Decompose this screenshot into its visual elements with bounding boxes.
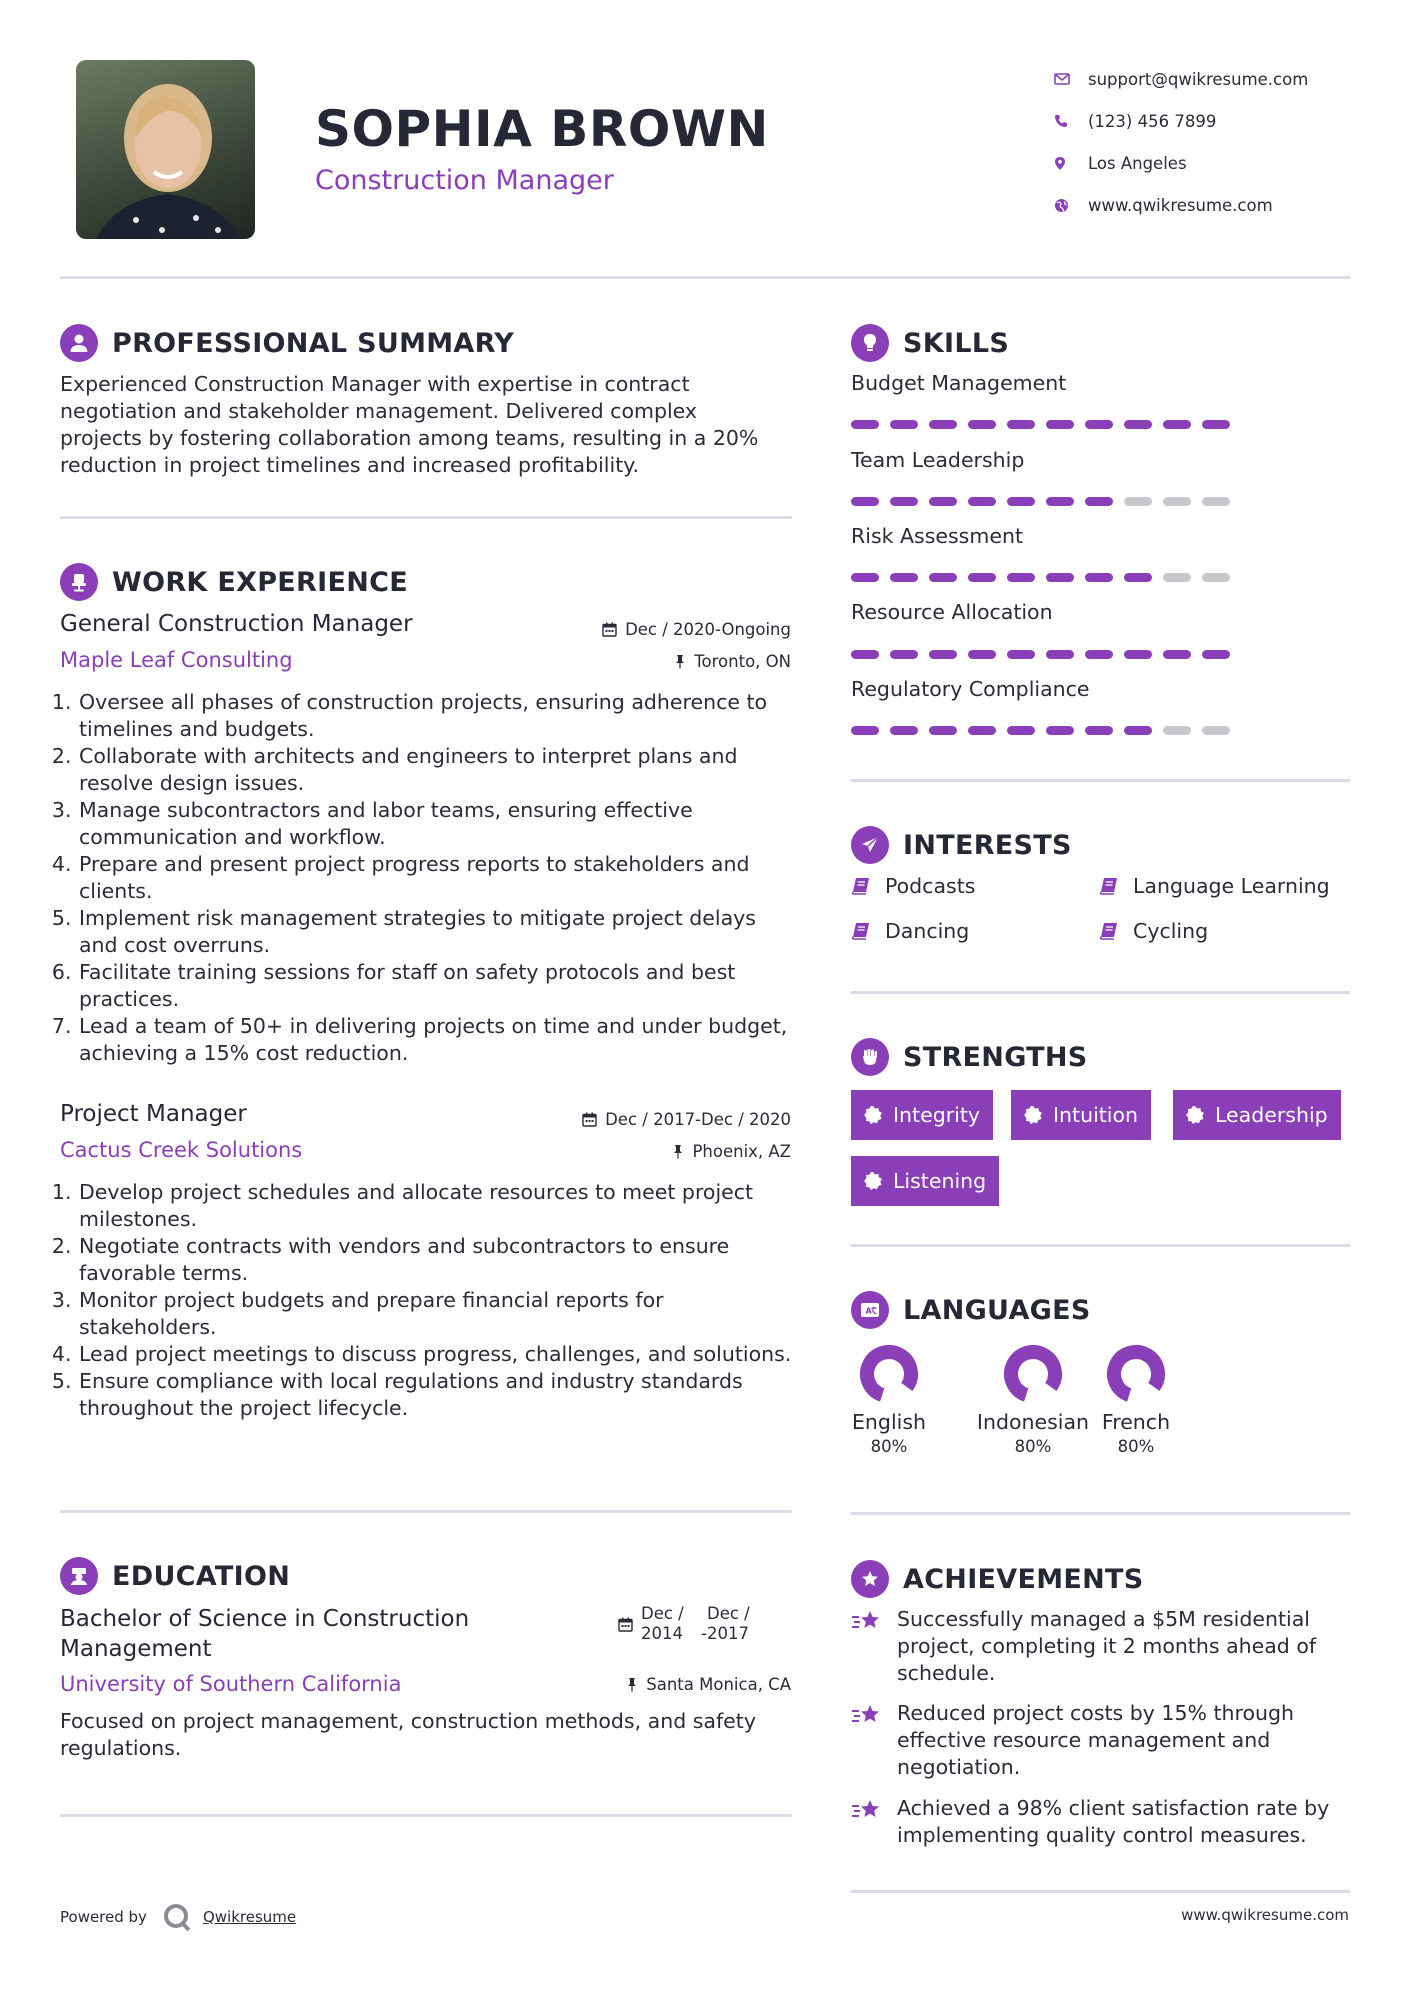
- skill-dot: [890, 497, 918, 506]
- footer-url[interactable]: www.qwikresume.com: [1181, 1906, 1349, 1924]
- summary-text: [60, 371, 800, 479]
- skill-dot: [1124, 573, 1152, 582]
- contact-list: [1050, 58, 1308, 226]
- language-percent: 80%: [870, 1437, 908, 1456]
- list-item: 1. Develop project schedules and allocate resources to meet project milestones.: [78, 1179, 798, 1233]
- summary-title: PROFESSIONAL SUMMARY: [112, 327, 515, 359]
- strength-tag: [851, 1090, 993, 1140]
- portrait-photo: [76, 60, 255, 239]
- skill-name: Resource Allocation: [851, 600, 1053, 624]
- language-name: English: [851, 1410, 927, 1434]
- achievement-line: project, completing it 2 months ahead of: [897, 1634, 1317, 1658]
- degree-line: Bachelor of Science in Construction: [60, 1606, 470, 1632]
- skill-dot: [1085, 650, 1113, 659]
- skill-level: [851, 726, 1241, 735]
- achievement-item: [851, 1700, 1337, 1781]
- candidate-title: Construction Manager: [315, 165, 614, 196]
- list-item: 2. Negotiate contracts with vendors and subcontractors to ensure favorable terms.: [78, 1233, 798, 1287]
- job-location: [674, 652, 791, 671]
- pushpin-icon: [626, 1677, 638, 1692]
- skill-dot: [851, 650, 879, 659]
- skill-dot: [1202, 573, 1230, 582]
- job-duties: [58, 1179, 798, 1422]
- education-divider: [60, 1814, 792, 1817]
- list-item: 1. Oversee all phases of construction projects, ensuring adherence to timelines and budgets.: [78, 689, 798, 743]
- skill-level: [851, 573, 1241, 582]
- skill-dot: [929, 420, 957, 429]
- translate-icon: [851, 1291, 889, 1329]
- skill-dot: [1124, 726, 1152, 735]
- summary-line: reduction in project timelines and increased profitability.: [60, 453, 639, 477]
- degree-line: Management: [60, 1636, 212, 1662]
- badge-icon: [863, 1171, 883, 1191]
- achievement-item: [851, 1795, 1337, 1849]
- job-dates-text: Dec / 2020-Ongoing: [625, 620, 791, 639]
- experience-divider: [60, 1510, 792, 1513]
- interests-heading: [851, 826, 1072, 864]
- achievement-line: Achieved a 98% client satisfaction rate by: [897, 1796, 1330, 1820]
- skill-dot: [929, 497, 957, 506]
- skill-dot: [1202, 497, 1230, 506]
- contact-location: [1050, 142, 1308, 184]
- job-company: Cactus Creek Solutions: [60, 1138, 303, 1162]
- list-item: 4. Lead project meetings to discuss progress, challenges, and solutions.: [78, 1341, 798, 1368]
- skill-dot: [1163, 420, 1191, 429]
- languages-title: LANGUAGES: [903, 1294, 1091, 1326]
- skill-dot: [1085, 497, 1113, 506]
- skill-dot: [890, 650, 918, 659]
- location-pin-icon: [1054, 156, 1066, 171]
- skill-level: [851, 420, 1241, 429]
- strength-label: Integrity: [893, 1103, 980, 1127]
- interest-item: [1099, 919, 1208, 943]
- interest-item: [1099, 874, 1330, 898]
- summary-line: negotiation and stakeholder management. Delivered complex: [60, 399, 698, 423]
- language-percent: 80%: [1117, 1437, 1155, 1456]
- skill-dot: [1202, 420, 1230, 429]
- skill-dot: [1163, 726, 1191, 735]
- qwikresume-logo-icon: [161, 1902, 195, 1932]
- end-month: Dec /: [707, 1604, 750, 1623]
- skill-dot: [1163, 650, 1191, 659]
- strength-tag: [1173, 1090, 1341, 1140]
- book-icon: [1099, 922, 1119, 940]
- user-icon: [60, 324, 98, 362]
- contact-email[interactable]: [1050, 58, 1308, 100]
- contact-email-text: support@qwikresume.com: [1088, 69, 1309, 89]
- achievement-line: schedule.: [897, 1661, 996, 1685]
- language-ring-arc: [1011, 1352, 1055, 1395]
- skill-dot: [1007, 573, 1035, 582]
- language-ring: [1106, 1344, 1166, 1404]
- skill-dot: [1124, 420, 1152, 429]
- skill-dot: [1007, 497, 1035, 506]
- strengths-divider: [851, 1244, 1350, 1247]
- skill-dot: [1085, 726, 1113, 735]
- job-title: Project Manager: [60, 1101, 247, 1127]
- profile-photo: [76, 60, 255, 239]
- language-ring: [859, 1344, 919, 1404]
- languages-divider: [851, 1512, 1350, 1515]
- summary-line: projects by fostering collaboration among teams, resulting in a 20%: [60, 426, 759, 450]
- education-location: [626, 1675, 791, 1694]
- skill-name: Team Leadership: [851, 448, 1025, 472]
- list-item: 3. Monitor project budgets and prepare financial reports for stakeholders.: [78, 1287, 798, 1341]
- candidate-name: SOPHIA BROWN: [315, 100, 769, 158]
- skill-dot: [968, 497, 996, 506]
- language-item: [851, 1344, 927, 1456]
- strengths-heading: [851, 1038, 1088, 1076]
- phone-icon: [1054, 114, 1068, 128]
- graduate-icon: [60, 1557, 98, 1595]
- degree-title: [60, 1604, 469, 1664]
- list-item: 6. Facilitate training sessions for staff on safety protocols and best practices.: [78, 959, 798, 1013]
- list-item: 4. Prepare and present project progress reports to stakeholders and clients.: [78, 851, 798, 905]
- header-divider: [60, 276, 1350, 279]
- interest-item: [851, 874, 975, 898]
- language-name: Indonesian: [976, 1410, 1090, 1434]
- list-item: 3. Manage subcontractors and labor teams, ensuring effective communication and workflow.: [78, 797, 798, 851]
- achievement-line: effective resource management and: [897, 1728, 1271, 1752]
- language-ring-arc: [867, 1352, 911, 1395]
- language-name: French: [1101, 1410, 1171, 1434]
- list-item: 5. Implement risk management strategies to mitigate project delays and cost overruns.: [78, 905, 798, 959]
- svg-text:A: A: [865, 1306, 872, 1316]
- skill-dot: [1007, 650, 1035, 659]
- education-location-text: Santa Monica, CA: [646, 1675, 791, 1694]
- skill-name: Budget Management: [851, 371, 1067, 395]
- skill-dot: [1163, 497, 1191, 506]
- skill-dot: [1007, 726, 1035, 735]
- education-dates: [618, 1604, 753, 1644]
- envelope-icon: [1054, 73, 1070, 85]
- pushpin-icon: [674, 654, 686, 669]
- shooting-star-icon: [851, 1702, 883, 1728]
- star-badge-icon: [851, 1560, 889, 1598]
- job-location-text: Phoenix, AZ: [692, 1142, 791, 1161]
- qwikresume-link[interactable]: Qwikresume: [202, 1908, 297, 1926]
- shooting-star-icon: [851, 1797, 883, 1823]
- education-line: regulations.: [60, 1736, 182, 1760]
- achievements-title: ACHIEVEMENTS: [903, 1563, 1144, 1595]
- contact-phone-text: (123) 456 7899: [1088, 111, 1217, 131]
- languages-heading: [851, 1291, 1091, 1329]
- shooting-star-icon: [851, 1608, 883, 1634]
- skills-heading: [851, 324, 1009, 362]
- end-year: 2017: [706, 1624, 749, 1643]
- skill-name: Risk Assessment: [851, 524, 1023, 548]
- job-dates: [582, 1110, 791, 1129]
- skill-dot: [851, 420, 879, 429]
- job-dates: [602, 620, 791, 639]
- skill-dot: [890, 420, 918, 429]
- badge-icon: [863, 1105, 883, 1125]
- achievement-line: negotiation.: [897, 1755, 1021, 1779]
- job-location-text: Toronto, ON: [694, 652, 791, 671]
- skill-dot: [1202, 650, 1230, 659]
- skill-dot: [1046, 650, 1074, 659]
- job-duties: [58, 689, 798, 1067]
- list-item: 2. Collaborate with architects and engineers to interpret plans and resolve design issues.: [78, 743, 798, 797]
- calendar-icon: [602, 622, 617, 637]
- skill-dot: [1085, 573, 1113, 582]
- contact-website-text: www.qwikresume.com: [1088, 195, 1273, 215]
- skill-level: [851, 497, 1241, 506]
- skill-dot: [1046, 726, 1074, 735]
- skill-dot: [929, 650, 957, 659]
- achievement-line: implementing quality control measures.: [897, 1823, 1307, 1847]
- briefcase-chair-icon: [60, 563, 98, 601]
- footer-powered-by: [60, 1902, 296, 1932]
- summary-divider: [60, 516, 792, 519]
- skill-dot: [968, 573, 996, 582]
- strength-tag: [1011, 1090, 1151, 1140]
- education-heading: [60, 1557, 290, 1595]
- language-percent: 80%: [1014, 1437, 1052, 1456]
- skill-dot: [851, 726, 879, 735]
- book-icon: [1099, 877, 1119, 895]
- pushpin-icon: [672, 1144, 684, 1159]
- fist-icon: [851, 1038, 889, 1076]
- skill-dot: [890, 573, 918, 582]
- interest-label: Podcasts: [885, 874, 976, 898]
- badge-icon: [1185, 1105, 1205, 1125]
- education-description: [60, 1708, 800, 1762]
- skill-dot: [929, 573, 957, 582]
- skill-dot: [1085, 420, 1113, 429]
- skill-level: [851, 650, 1241, 659]
- achievements-divider: [851, 1890, 1350, 1893]
- calendar-icon: [582, 1112, 597, 1127]
- skill-dot: [851, 573, 879, 582]
- strength-label: Listening: [893, 1169, 987, 1193]
- globe-icon: [1054, 198, 1069, 213]
- strength-tag: [851, 1156, 999, 1206]
- achievements-heading: [851, 1560, 1144, 1598]
- skill-dot: [1046, 420, 1074, 429]
- language-item: [1098, 1344, 1174, 1456]
- interest-item: [851, 919, 969, 943]
- interests-title: INTERESTS: [903, 829, 1072, 861]
- skill-dot: [1163, 573, 1191, 582]
- language-item: [975, 1344, 1091, 1456]
- interest-label: Cycling: [1133, 919, 1209, 943]
- skill-name: Regulatory Compliance: [851, 677, 1090, 701]
- skill-dot: [1124, 497, 1152, 506]
- summary-heading: [60, 324, 514, 362]
- experience-heading: [60, 563, 408, 601]
- strengths-title: STRENGTHS: [903, 1041, 1088, 1073]
- skill-dot: [1202, 726, 1230, 735]
- list-item: 5. Ensure compliance with local regulations and industry standards throughout the project lifecycle.: [78, 1368, 798, 1422]
- education-title: EDUCATION: [112, 1560, 291, 1592]
- skill-dot: [968, 420, 996, 429]
- interests-divider: [851, 991, 1350, 994]
- skill-dot: [929, 726, 957, 735]
- date-dash: -: [701, 1624, 707, 1643]
- start-year: 2014: [641, 1624, 683, 1643]
- contact-website[interactable]: [1050, 184, 1308, 226]
- strength-label: Intuition: [1053, 1103, 1139, 1127]
- skill-dot: [1007, 420, 1035, 429]
- list-item: 7. Lead a team of 50+ in delivering projects on time and under budget, achieving a 15% cost reduction.: [78, 1013, 798, 1067]
- badge-icon: [1023, 1105, 1043, 1125]
- start-month: Dec /: [641, 1604, 684, 1623]
- contact-location-text: Los Angeles: [1088, 153, 1187, 173]
- skill-dot: [968, 650, 996, 659]
- achievement-item: [851, 1606, 1337, 1687]
- summary-line: Experienced Construction Manager with expertise in contract: [60, 372, 690, 396]
- skill-dot: [890, 726, 918, 735]
- interest-label: Language Learning: [1133, 874, 1330, 898]
- skill-dot: [1124, 650, 1152, 659]
- job-company: Maple Leaf Consulting: [60, 648, 293, 672]
- achievement-line: Successfully managed a $5M residential: [897, 1607, 1310, 1631]
- skills-divider: [851, 779, 1350, 782]
- strength-label: Leadership: [1215, 1103, 1328, 1127]
- skill-dot: [851, 497, 879, 506]
- interest-label: Dancing: [885, 919, 970, 943]
- skill-dot: [968, 726, 996, 735]
- powered-by-text: Powered by: [60, 1908, 147, 1926]
- experience-title: WORK EXPERIENCE: [112, 566, 408, 598]
- calendar-icon: [618, 1617, 633, 1632]
- skills-title: SKILLS: [903, 327, 1010, 359]
- skill-dot: [1046, 497, 1074, 506]
- job-dates-text: Dec / 2017-Dec / 2020: [605, 1110, 791, 1129]
- school-name: University of Southern California: [60, 1672, 402, 1696]
- language-ring: [1003, 1344, 1063, 1404]
- lightbulb-icon: [851, 324, 889, 362]
- achievement-line: Reduced project costs by 15% through: [897, 1701, 1295, 1725]
- book-icon: [851, 877, 871, 895]
- contact-phone[interactable]: [1050, 100, 1308, 142]
- book-icon: [851, 922, 871, 940]
- job-location: [672, 1142, 791, 1161]
- language-ring-arc: [1114, 1352, 1158, 1395]
- job-title: General Construction Manager: [60, 611, 413, 637]
- education-line: Focused on project management, construction methods, and safety: [60, 1709, 756, 1733]
- paper-plane-icon: [851, 826, 889, 864]
- skill-dot: [1046, 573, 1074, 582]
